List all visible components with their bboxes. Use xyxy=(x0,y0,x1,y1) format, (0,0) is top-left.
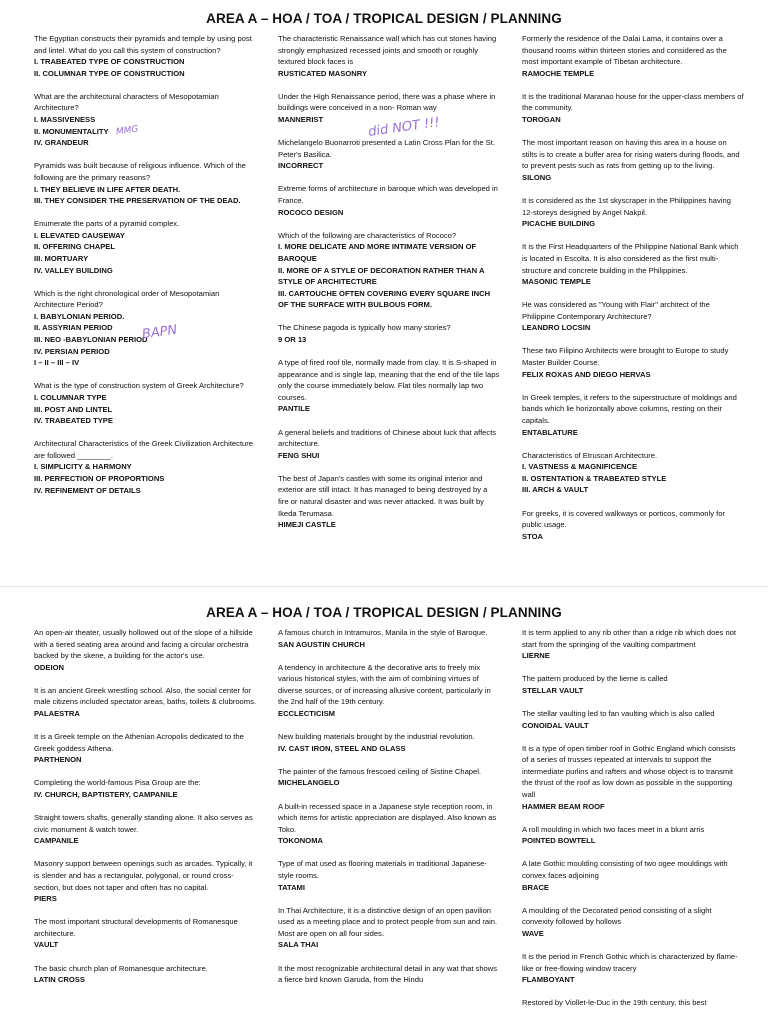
answer-text: I. MORE DELICATE AND MORE INTIMATE VERSION OF BAROQUE xyxy=(278,242,477,263)
answer-text: II. MORE OF A STYLE OF DECORATION RATHER THAN A STYLE OF ARCHITECTURE xyxy=(278,265,485,287)
answer-text: FENG SHUI xyxy=(278,450,320,460)
question-text: A type of fired roof tile, normally made from clay. It is S-shaped in appearance and is single lap, meaning that the end of the tile laps only the course immediately below. Flat tiles normally lap two courses. xyxy=(278,358,500,402)
answer-text: IV. CHURCH, BAPTISTERY, CAMPANILE xyxy=(34,790,178,800)
answer-text: ECCLECTICISM xyxy=(278,709,335,719)
question-text: In Thai Architecture, it is a distinctive design of an open pavilion used as a meeting place and to protect people from sun and rain. Most are open on all four sides. xyxy=(278,905,498,938)
answer-text: STOA xyxy=(522,531,543,541)
qa-entry xyxy=(522,241,744,287)
qa-entry xyxy=(522,508,744,543)
answer-text: II. OFFERING CHAPEL xyxy=(34,242,116,252)
column xyxy=(278,627,500,1020)
qa-entry xyxy=(522,450,744,496)
question-text: Characteristics of Etruscan Architecture. xyxy=(522,450,658,460)
answer-text: LATIN CROSS xyxy=(34,975,85,985)
qa-entry xyxy=(522,33,744,79)
qa-entry xyxy=(278,858,500,893)
answer-text: III. CARTOUCHE OFTEN COVERING EVERY SQUARE INCH OF THE SURFACE WITH BULBOUS FORM. xyxy=(278,288,491,310)
page-divider xyxy=(0,586,768,587)
question-text: It is a Greek temple on the Athenian Acropolis dedicated to the Greek goddess Athena. xyxy=(34,732,244,753)
answer-text: MANNERIST xyxy=(278,115,324,125)
answer-text: TATAMI xyxy=(278,882,305,892)
qa-entry xyxy=(278,801,500,847)
page-bottom xyxy=(0,602,768,1020)
answer-text: II. MONUMENTALITY xyxy=(34,126,109,136)
answer-text: 9 OR 13 xyxy=(278,334,307,344)
answer-text: HIMEJI CASTLE xyxy=(278,520,336,530)
question-text: For greeks, it is covered walkways or porticos, commonly for public usage. xyxy=(522,508,725,530)
answer-text: II. ASSYRIAN PERIOD xyxy=(34,323,113,333)
qa-entry xyxy=(278,963,500,986)
qa-entry xyxy=(34,916,256,951)
qa-entry xyxy=(278,766,500,789)
question-text: What are the architectural characters of Mesopotamian Architecture? xyxy=(34,91,219,113)
question-text: These two Filipino Architects were brought to Europe to study Master Builder Course. xyxy=(522,346,729,368)
answer-text: STELLAR VAULT xyxy=(522,685,584,695)
qa-entry xyxy=(522,91,744,126)
question-text: Formerly the residence of the Dalai Lama, it contains over a thousand rooms within thirteen stories and considered as the most important example of Tibetan architecture. xyxy=(522,34,727,67)
question-text: It the most recognizable architectural detail in any wat that shows a fierce bird known Garuda, from the Hindu xyxy=(278,963,498,985)
handwritten-note: MMG xyxy=(115,124,140,138)
answer-text: I. VASTNESS & MAGNIFICENCE xyxy=(522,462,638,472)
qa-entry xyxy=(278,230,500,311)
question-text: It is an ancient Greek wrestling school. Also, the social center for male citizens included spectator areas, baths, toilets & clubrooms. xyxy=(34,685,257,707)
answer-text: PIERS xyxy=(34,894,57,904)
answer-text: PALAESTRA xyxy=(34,709,80,719)
answer-text: ENTABLATURE xyxy=(522,427,578,437)
answer-text: PANTILE xyxy=(278,404,310,414)
answer-text: III. MORTUARY xyxy=(34,254,89,263)
question-text: A tendency in architecture & the decorative arts to freely mix various historical styles, with the aim of combining virtues of diverse sources, or of increasing allusive content, particularly in the 2nd half of the 19th century. xyxy=(278,662,491,707)
column xyxy=(278,33,500,554)
handwritten-note: BAPN xyxy=(141,322,179,343)
question-text: The most important reason on having this area in a house on stilts is to create a buffer area for rising waters during floods, and to prevent pests such as rats from getting up to the living. xyxy=(522,138,740,171)
answer-text: TOROGAN xyxy=(522,115,561,125)
question-text: He was considered as "Young with Flair" architect of the Philippine Contemporary Architecture? xyxy=(522,300,710,321)
answer-text: CONOIDAL VAULT xyxy=(522,720,589,730)
qa-entry xyxy=(522,195,744,230)
question-text: A famous church in Intramuros, Manila in the style of Baroque. xyxy=(278,628,488,637)
question-text: The Egyptian constructs their pyramids and temple by using post and lintel. What do you call this system of construction? xyxy=(34,34,252,55)
question-text: What is the type of construction system of Greek Architecture? xyxy=(34,381,244,391)
answer-text: POINTED BOWTELL xyxy=(522,836,596,846)
question-text: It is the traditional Maranao house for the upper-class members of the community. xyxy=(522,91,744,113)
answer-text: PARTHENON xyxy=(34,755,82,765)
question-text: The basic church plan of Romanesque architecture. xyxy=(34,963,208,973)
qa-entry xyxy=(34,218,256,276)
answer-text: IV. TRABEATED TYPE xyxy=(34,416,113,426)
qa-entry xyxy=(34,777,256,800)
question-text: Masonry support between openings such as arcades. Typically, it is slender and has a rectangular, polygonal, or round cross-section, but does not taper and often has no capital. xyxy=(34,859,253,892)
column xyxy=(522,627,744,1020)
qa-entry xyxy=(278,427,500,462)
answer-text: I. BABYLONIAN PERIOD. xyxy=(34,311,125,321)
qa-entry xyxy=(34,858,256,904)
question-text: It is considered as the 1st skyscraper in the Philippines having 12-storeys designed by Angel Nakpil. xyxy=(522,196,731,217)
answer-text: IV. CAST IRON, STEEL AND GLASS xyxy=(278,743,406,753)
answer-text: HAMMER BEAM ROOF xyxy=(522,801,605,811)
qa-entry xyxy=(34,963,256,986)
qa-entry xyxy=(278,905,500,951)
answer-text: III. ARCH & VAULT xyxy=(522,485,589,495)
answer-text: III. PERFECTION OF PROPORTIONS xyxy=(34,474,165,483)
qa-entry xyxy=(34,160,256,206)
answer-text: LIERNE xyxy=(522,651,550,661)
answer-text: SALA THAI xyxy=(278,940,319,950)
answer-text: RUSTICATED MASONRY xyxy=(278,68,368,78)
qa-entry xyxy=(522,345,744,380)
answer-text: MICHELANGELO xyxy=(278,778,340,788)
qa-entry xyxy=(522,743,744,813)
qa-entry xyxy=(522,299,744,334)
question-text: In Greek temples, it refers to the superstructure of moldings and bands which lie horizontally above columns, resting on their capitals. xyxy=(522,392,737,425)
qa-entry xyxy=(278,627,500,650)
answer-text: II. COLUMNAR TYPE OF CONSTRUCTION xyxy=(34,68,185,78)
qa-entry xyxy=(522,673,744,696)
qa-entry xyxy=(34,685,256,720)
question-text: The painter of the famous frescoed ceiling of Sistine Chapel. xyxy=(278,766,482,776)
qa-entry xyxy=(278,183,500,218)
question-text: Completing the world-famous Pisa Group are the: xyxy=(34,778,201,788)
qa-entry xyxy=(34,731,256,766)
answer-text: PICACHE BUILDING xyxy=(522,219,595,229)
column xyxy=(34,33,256,554)
answer-text: SAN AGUSTIN CHURCH xyxy=(278,639,366,649)
qa-entry xyxy=(522,905,744,940)
question-text: Architectural Characteristics of the Greek Civilization Architecture are followed ________. xyxy=(34,439,254,460)
question-text: The most important structural developments of Romanesque architecture. xyxy=(34,917,238,938)
qa-entry xyxy=(278,33,500,79)
answer-text: I. COLUMNAR TYPE xyxy=(34,392,107,402)
answer-text: FLAMBOYANT xyxy=(522,975,575,985)
question-text: It is the period in French Gothic which is characterized by flame-like or free-flowing window tracery xyxy=(522,951,738,973)
columns xyxy=(0,627,768,1020)
answer-text: ODEION xyxy=(34,662,64,672)
question-text: Straight towers shafts, generally standing alone. It also serves as civic monument & watch tower. xyxy=(34,813,253,834)
answer-text: IV. PERSIAN PERIOD xyxy=(34,346,110,356)
answer-text: CAMPANILE xyxy=(34,836,79,846)
answer-text: IV. VALLEY BUILDING xyxy=(34,265,113,275)
question-text: An open-air theater, usually hollowed out of the slope of a hillside with a tiered seating area around and facing a circular orchestra backed by the skene, a building for the actor's use. xyxy=(34,628,253,661)
question-text: The best of Japan's castles with some its original interior and exterior are still intact. It has managed to being destroyed by a fire or natural disaster and was never attacked. It was built by Ikeda Terumasa. xyxy=(278,473,488,518)
qa-entry xyxy=(278,322,500,345)
question-text: A roll moulding in which two faces meet in a blunt arris xyxy=(522,824,705,834)
question-text: Restored by Viollet-le-Duc in the 19th century, this best xyxy=(522,998,707,1008)
qa-entry xyxy=(278,662,500,720)
qa-entry xyxy=(34,438,256,496)
qa-entry xyxy=(522,858,744,893)
columns xyxy=(0,33,768,554)
question-text: The Chinese pagoda is typically how many stories? xyxy=(278,323,451,333)
question-text: The characteristic Renaissance wall which has cut stones having strongly emphasized recessed joints and smooth or roughly textured block faces is xyxy=(278,34,497,67)
question-text: The pattern produced by the lierne is called xyxy=(522,674,668,684)
question-text: Extreme forms of architecture in baroque which was developed in France. xyxy=(278,184,498,206)
answer-text: WAVE xyxy=(522,928,544,938)
question-text: Michelangelo Buonarroti presented a Latin Cross Plan for the St. Peter's Basilica. xyxy=(278,138,495,159)
qa-entry xyxy=(278,473,500,531)
answer-text: INCORRECT xyxy=(278,161,324,171)
question-text: Which is the right chronological order of Mesopotamian Architecture Period? xyxy=(34,288,220,310)
answer-text: SILONG xyxy=(522,172,552,182)
answer-text: IV. REFINEMENT OF DETAILS xyxy=(34,485,141,495)
page-top xyxy=(0,8,768,554)
qa-entry xyxy=(522,627,744,662)
answer-text: IV. GRANDEUR xyxy=(34,138,89,148)
qa-entry xyxy=(34,627,256,673)
qa-entry xyxy=(278,91,500,126)
question-text: The stellar vaulting led to fan vaulting which is also called xyxy=(522,708,715,718)
handwritten-note: did NOT !!! xyxy=(367,115,441,140)
answer-text: I – II – III – IV xyxy=(34,358,80,368)
qa-entry xyxy=(34,812,256,847)
answer-text: III. THEY CONSIDER THE PRESERVATION OF THE DEAD. xyxy=(34,196,241,206)
question-text: A late Gothic moulding consisting of two ogee mouldings with convex faces adjoining xyxy=(522,859,728,880)
answer-text: VAULT xyxy=(34,940,59,950)
answer-text: I. THEY BELIEVE IN LIFE AFTER DEATH. xyxy=(34,184,181,194)
qa-entry xyxy=(34,91,256,149)
qa-entry xyxy=(522,708,744,731)
question-text: Pyramids was built because of religious influence. Which of the following are the primary reasons? xyxy=(34,161,246,182)
qa-entry xyxy=(522,824,744,847)
answer-text: RAMOCHE TEMPLE xyxy=(522,68,595,78)
qa-entry xyxy=(522,392,744,438)
column xyxy=(522,33,744,554)
qa-entry xyxy=(34,380,256,426)
answer-text: LEANDRO LOCSIN xyxy=(522,323,591,333)
question-text: It is the First Headquarters of the Philippine National Bank which is located in Escolta. It is also considered as the first multi-structure and concrete building in the Philippines. xyxy=(522,242,739,275)
page-title: AREA A – HOA / TOA / TROPICAL DESIGN / PLANNING xyxy=(206,11,562,26)
question-text: Under the High Renaissance period, there was a phase where in buildings were conceived in a non- Roman way xyxy=(278,91,496,113)
qa-entry xyxy=(522,997,744,1009)
question-text: A general beliefs and traditions of Chinese about luck that affects architecture. xyxy=(278,427,497,449)
question-text: A moulding of the Decorated period consisting of a slight convexity followed by hollows xyxy=(522,905,712,927)
qa-entry xyxy=(278,731,500,754)
question-text: New building materials brought by the industrial revolution. xyxy=(278,732,475,742)
answer-text: I. ELEVATED CAUSEWAY xyxy=(34,230,125,240)
column xyxy=(34,627,256,1020)
answer-text: BRACE xyxy=(522,882,550,892)
question-text: A built-in recessed space in a Japanese style reception room, in which items for artistic appreciation are displayed. Also known as Toko. xyxy=(278,801,497,834)
question-text: Type of mat used as flooring materials in traditional Japanese-style rooms. xyxy=(278,859,487,880)
question-text: It is term applied to any rib other than a ridge rib which does not start from the springing of the vaulting compartment xyxy=(522,628,737,649)
answer-text: I. MASSIVENESS xyxy=(34,115,96,125)
qa-entry xyxy=(34,33,256,79)
answer-text: FELIX ROXAS AND DIEGO HERVAS xyxy=(522,369,651,379)
qa-entry xyxy=(278,137,500,172)
qa-entry xyxy=(522,137,744,183)
answer-text: III. NEO -BABYLONIAN PERIOD xyxy=(34,335,148,345)
question-text: Enumerate the parts of a pyramid complex. xyxy=(34,219,180,229)
answer-text: MASONIC TEMPLE xyxy=(522,277,591,287)
answer-text: I. TRABEATED TYPE OF CONSTRUCTION xyxy=(34,57,185,67)
qa-entry xyxy=(278,357,500,415)
page-title: AREA A – HOA / TOA / TROPICAL DESIGN / PLANNING xyxy=(206,605,562,620)
answer-text: TOKONOMA xyxy=(278,836,323,846)
answer-text: I. SIMPLICITY & HARMONY xyxy=(34,462,132,472)
answer-text: ROCOCO DESIGN xyxy=(278,207,344,217)
qa-entry xyxy=(522,951,744,986)
question-text: Which of the following are characteristics of Rococo? xyxy=(278,230,457,240)
answer-text: III. POST AND LINTEL xyxy=(34,404,113,414)
answer-text: II. OSTENTATION & TRABEATED STYLE xyxy=(522,473,667,483)
question-text: It is a type of open timber roof in Gothic England which consists of a series of trusses repeated at intervals to support the intermediate purlins and rafters and whose object is to transmit the thrust of the roof as low down as possible in the supporting wall xyxy=(522,743,736,800)
